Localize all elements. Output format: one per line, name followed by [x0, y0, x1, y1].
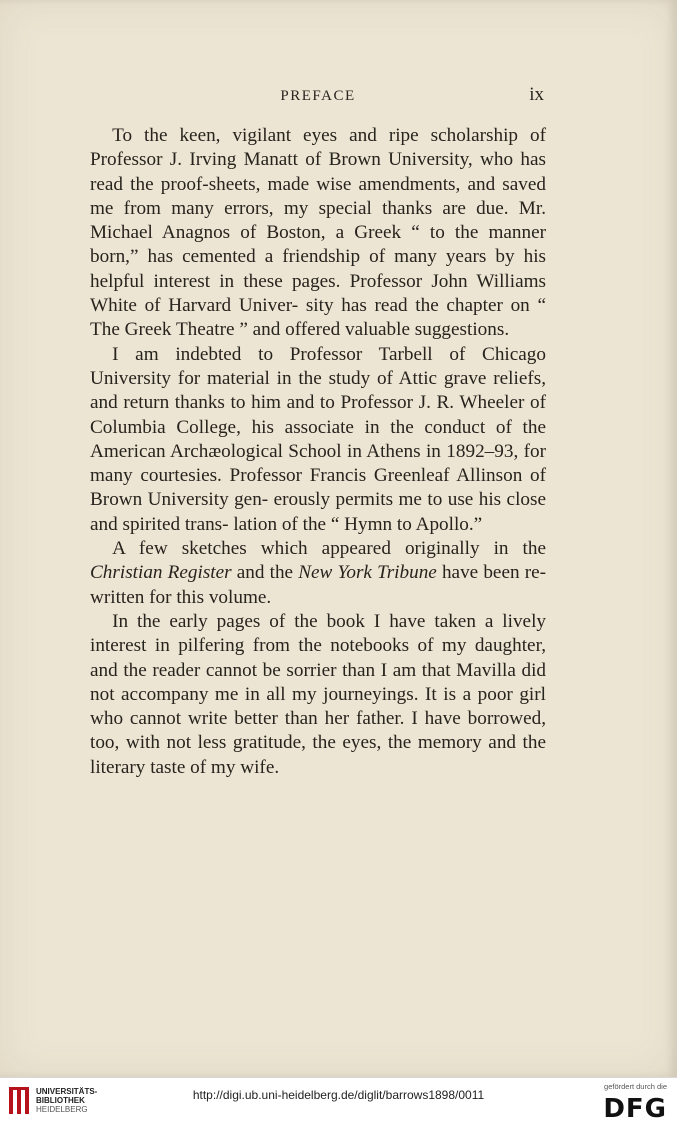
library-line-1: UNIVERSITÄTS-: [36, 1087, 98, 1096]
text-run: have been re-written for this volume.: [90, 562, 546, 608]
paragraph-1: [90, 124, 546, 343]
page-header: [90, 84, 546, 110]
permalink-url[interactable]: http://digi.ub.uni-heidelberg.de/diglit/barrows1898/0011: [192, 1088, 485, 1102]
library-line-2: BIBLIOTHEK: [36, 1096, 85, 1105]
paragraph-3: [90, 537, 546, 610]
viewer-footer: [0, 1077, 677, 1125]
body-text: [90, 124, 546, 780]
dfg-logo: DFG: [603, 1094, 667, 1124]
text-run: I am indebted to Professor Tarbell of Chicago University for material in the study of Attic grave reliefs, and return thanks to him and to Professor J. R. Wheeler of Columbia College, his associate in the conduct of the American Archæological School in Athens in 1892–93, for many courtesies. Professor Francis Greenleaf Allinson of Brown University gen- erously permits me to use his close and spirited trans- lation of the “ Hymn to Apollo.”: [90, 343, 546, 535]
paragraph-4: [90, 610, 546, 780]
text-run: New York Tribune: [298, 562, 437, 584]
text-run: Christian Register: [90, 562, 232, 584]
library-line-3: HEIDELBERG: [36, 1105, 88, 1114]
paragraph-2: [90, 343, 546, 537]
text-run: A few sketches which appeared originally in the: [112, 538, 546, 560]
page-number: ix: [529, 84, 544, 105]
text-run: and the: [231, 562, 299, 584]
running-title: PREFACE: [280, 88, 356, 104]
text-run: To the keen, vigilant eyes and ripe scholarship of Professor J. Irving Manatt of Brown University, who has read the proof-sheets, made wise amendments, and saved me from many errors, my special thanks are due. Mr. Michael Anagnos of Boston, a Greek “ to the manner born,” has cemented a friendship of many years by his helpful interest in these pages. Professor John Williams White of Harvard Univer- sity has read the chapter on “ The Greek Theatre ” and offered valuable suggestions.: [90, 125, 546, 341]
sponsor-caption: gefördert durch die: [604, 1082, 667, 1091]
text-run: In the early pages of the book I have taken a lively interest in pilfering from the notebooks of my daughter, and the reader cannot be sorrier than I am that Mavilla did not accompany me in all my journeyings. It is a poor girl who cannot write better than her father. I have borrowed, too, with not less gratitude, the eyes, the memory and the literary taste of my wife.: [90, 610, 546, 778]
